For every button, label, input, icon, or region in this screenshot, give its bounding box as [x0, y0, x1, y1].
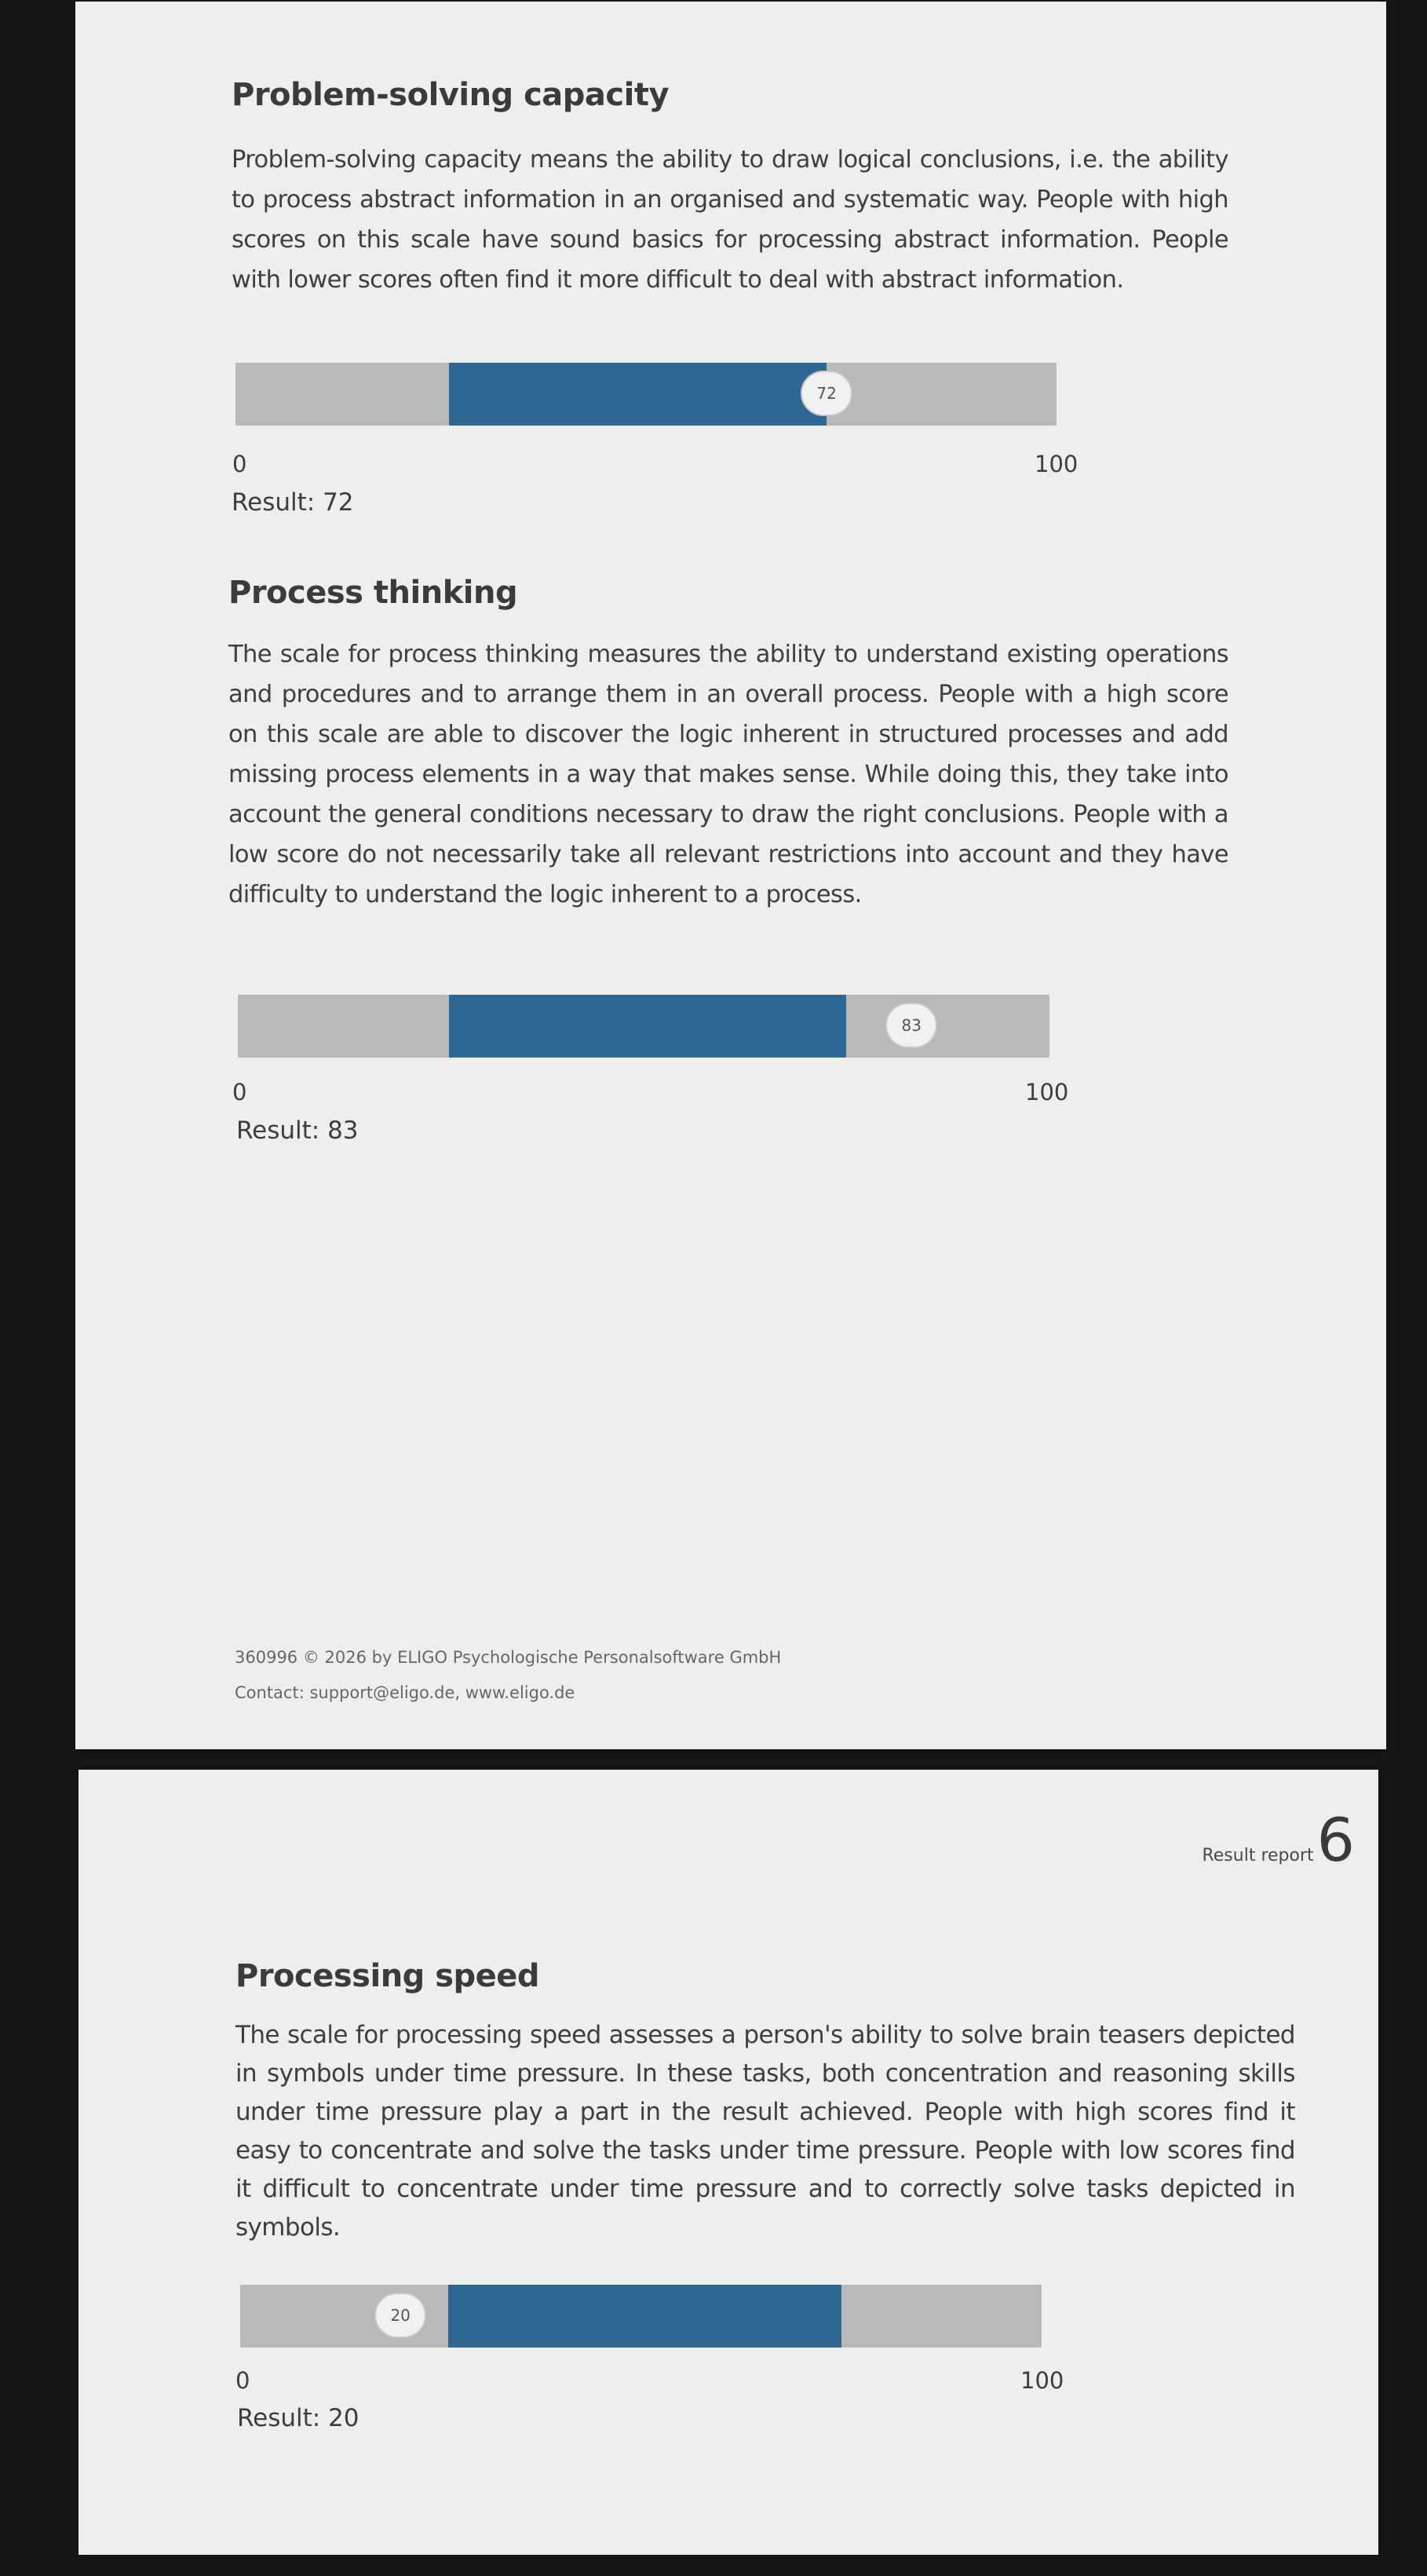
section-title: Processing speed: [235, 1958, 540, 1994]
section-description: The scale for process thinking measures the ability to understand existing operations and procedures and to arrange them in an overall process. People with a high score on this scale are able to discover the logic inherent in structured processes and add missing process elements in a way that makes sense. While doing this, they take into account the general conditions necessary to draw the right conclusions. People with a low score do not necessarily take all relevant restrictions into account and they have difficulty to understand the logic inherent to a process.: [228, 641, 1228, 908]
page-header: [1202, 1805, 1355, 1875]
footer-copyright: 360996 © 2026 by ELIGO Psychologische Personalsoftware GmbH: [235, 1648, 782, 1667]
scale-min-label: 0: [235, 2367, 250, 2394]
section-title: Process thinking: [228, 575, 518, 611]
scale-min-label: 0: [232, 1079, 247, 1105]
result-text: Result: 20: [237, 2404, 359, 2432]
report-page-5: [75, 2, 1386, 1749]
scale-min-label: 0: [232, 451, 247, 477]
scale-max-label: 100: [1025, 1079, 1069, 1105]
score-scale-bar: [240, 2285, 1042, 2348]
section-title: Problem-solving capacity: [232, 77, 670, 113]
scale-max-label: 100: [1035, 451, 1078, 477]
footer-contact: Contact: support@eligo.de, www.eligo.de: [235, 1683, 575, 1702]
scale-max-label: 100: [1020, 2367, 1064, 2394]
score-scale-bar: [235, 363, 1057, 426]
section-description: The scale for processing speed assesses a person's ability to solve brain teasers depicted in symbols under time pressure. In these tasks, both concentration and reasoning skills under time pressure play a part in the result achieved. People with high scores find it easy to concentrate and solve the tasks under time pressure. People with low scores find it difficult to concentrate under time pressure and to correctly solve tasks depicted in symbols.: [235, 2021, 1295, 2242]
result-text: Result: 72: [232, 488, 354, 517]
score-scale-bar: [238, 995, 1049, 1058]
score-range-band: [449, 995, 847, 1058]
section-description: Problem-solving capacity means the ability to draw logical conclusions, i.e. the ability to process abstract information in an organised and systematic way. People with high scores on this scale have sound basics for processing abstract information. People with lower scores often find it more difficult to deal with abstract information.: [232, 146, 1228, 294]
score-range-band: [448, 2285, 841, 2348]
section-processing-speed: [235, 1958, 1295, 2247]
section-process-thinking: [228, 575, 1228, 915]
report-label: Result report: [1202, 1846, 1314, 1865]
score-range-band: [449, 363, 827, 426]
score-marker: 72: [801, 371, 852, 416]
score-marker: 83: [885, 1003, 937, 1048]
score-marker: 20: [374, 2293, 426, 2338]
section-problem-solving: [232, 77, 1228, 300]
report-page-6: [78, 1770, 1378, 2555]
page-number: 6: [1316, 1805, 1355, 1875]
result-text: Result: 83: [236, 1116, 359, 1145]
